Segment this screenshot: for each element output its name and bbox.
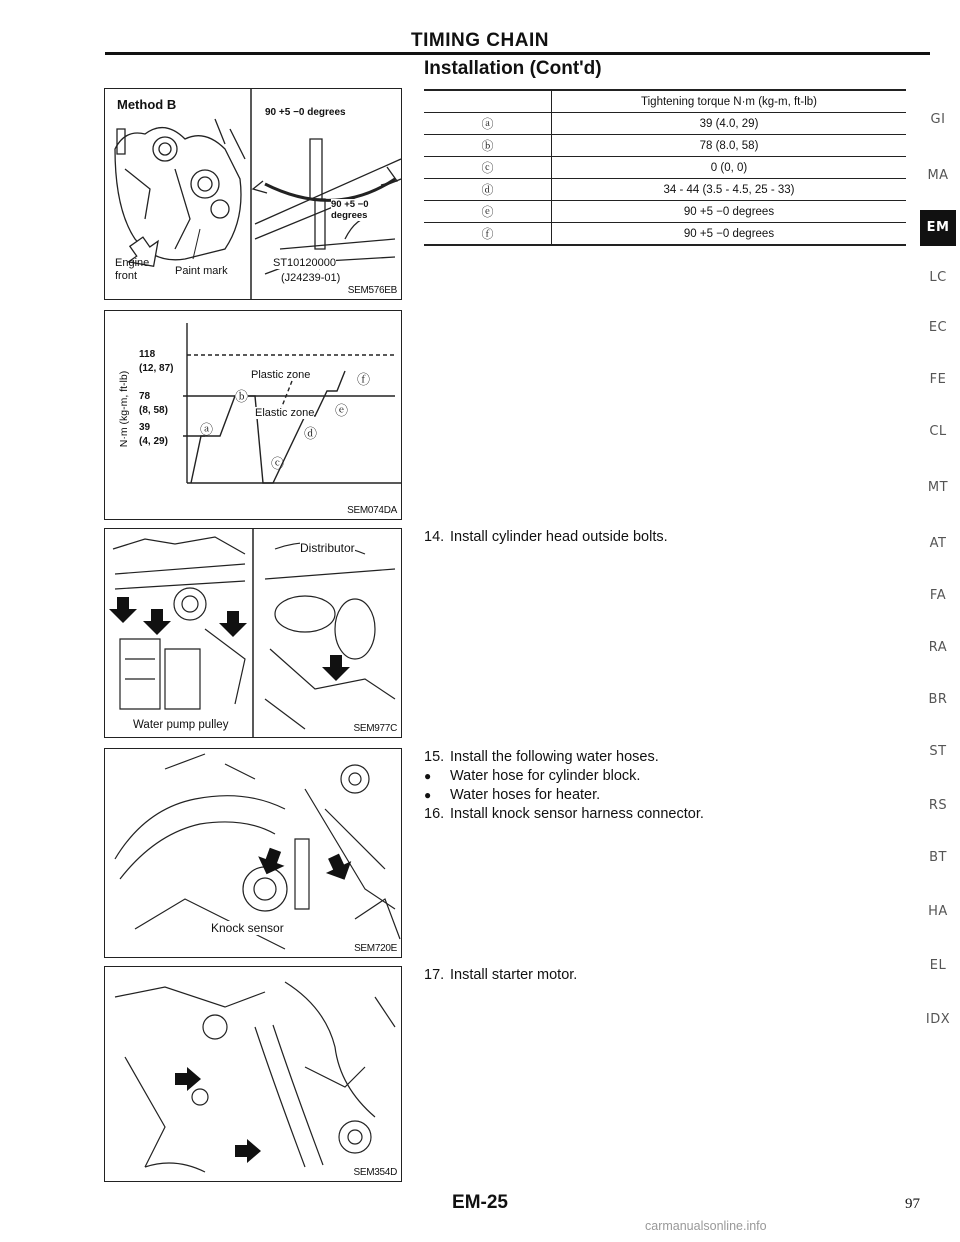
table-mark: ⓔ (424, 201, 552, 223)
step-number: 17. (424, 967, 445, 983)
table-row (424, 157, 906, 179)
sidebar-tab-rs[interactable]: RS (928, 798, 948, 813)
table-mark: ⓒ (424, 157, 552, 179)
figure-code: SEM977C (353, 723, 397, 734)
step-number: 15. (424, 749, 445, 765)
sidebar-tab-st[interactable]: ST (929, 744, 947, 759)
figure-knock-sensor (104, 748, 402, 958)
sidebar-tab-fe[interactable]: FE (929, 372, 947, 387)
figure-code: SEM354D (353, 1167, 397, 1178)
table-row (424, 179, 906, 201)
figure-code: SEM576EB (347, 285, 397, 296)
marker-d: ⓓ (304, 427, 318, 442)
step-text: Install cylinder head outside bolts. (450, 529, 668, 545)
table-row (424, 201, 906, 223)
torque-graph-ylabel: N·m (kg-m, ft-lb) (118, 370, 130, 448)
step-16 (424, 805, 704, 825)
figure-code: SEM720E (354, 943, 397, 954)
page-code: EM-25 (452, 1192, 508, 1213)
step-15 (424, 748, 659, 768)
sidebar-tab-at[interactable]: AT (929, 536, 947, 551)
marker-c: ⓒ (271, 457, 285, 472)
sidebar-tab-ha[interactable]: HA (928, 904, 948, 919)
paint-mark-label: Paint mark (175, 265, 228, 277)
tool-alt-label: (J24239-01) (281, 272, 341, 284)
bullet-icon: ● (424, 788, 432, 802)
bullet-item (424, 786, 600, 806)
bullet-text: Water hose for cylinder block. (450, 768, 641, 784)
sidebar-tab-el[interactable]: EL (929, 958, 947, 973)
table-value: 0 (0, 0) (552, 157, 907, 179)
elastic-zone-label: Elastic zone (255, 407, 315, 419)
sidebar-tab-bt[interactable]: BT (929, 850, 947, 865)
water-pump-pulley-label: Water pump pulley (133, 719, 229, 731)
distributor-label: Distributor (300, 541, 355, 555)
table-mark: ⓐ (424, 113, 552, 135)
figure-code: SEM074DA (347, 505, 397, 516)
angle-label-inner: 90 +5 −0 degrees (331, 199, 397, 221)
table-row (424, 113, 906, 135)
table-value: 78 (8.0, 58) (552, 135, 907, 157)
section-title: TIMING CHAIN (411, 30, 549, 51)
step-number: 16. (424, 806, 445, 822)
header-rule (105, 52, 930, 55)
angle-label-top: 90 +5 −0 degrees (265, 107, 346, 118)
table-mark: ⓓ (424, 179, 552, 201)
y-tick-118: 118 (139, 349, 156, 360)
sidebar-tab-fa[interactable]: FA (929, 588, 947, 603)
figure-method-b (104, 88, 402, 300)
table-header-row (424, 90, 906, 113)
sidebar-tab-idx[interactable]: IDX (925, 1012, 951, 1027)
table-mark: ⓕ (424, 223, 552, 246)
sidebar-tab-gi[interactable]: GI (930, 112, 946, 127)
y-tick-78-sub: (8, 58) (139, 405, 168, 416)
y-tick-39: 39 (139, 422, 151, 433)
section-subtitle: Installation (Cont'd) (424, 58, 602, 79)
table-value: 34 - 44 (3.5 - 4.5, 25 - 33) (552, 179, 907, 201)
marker-a: ⓐ (200, 423, 214, 438)
watermark: carmanualsonline.info (645, 1219, 767, 1233)
torque-table (424, 89, 906, 246)
tool-code-label: ST10120000 (273, 257, 336, 269)
table-row (424, 135, 906, 157)
sidebar-tab-br[interactable]: BR (928, 692, 948, 707)
step-14 (424, 528, 668, 548)
step-text: Install the following water hoses. (450, 749, 659, 765)
sidebar-tab-em[interactable]: EM (920, 210, 956, 246)
step-text: Install knock sensor harness connector. (450, 806, 704, 822)
sidebar-tab-lc[interactable]: LC (929, 270, 947, 285)
marker-f: ⓕ (357, 373, 371, 388)
distributor-illustration (105, 529, 401, 737)
bullet-text: Water hoses for heater. (450, 787, 601, 803)
y-tick-118-sub: (12, 87) (139, 363, 174, 374)
bullet-item (424, 767, 640, 787)
marker-b: ⓑ (235, 386, 248, 405)
figure-distributor (104, 528, 402, 738)
sidebar-tab-mt[interactable]: MT (927, 480, 949, 495)
table-header: Tightening torque N·m (kg-m, ft-lb) (552, 90, 907, 113)
y-tick-78: 78 (139, 391, 151, 402)
marker-e: ⓔ (335, 404, 349, 419)
sidebar-tab-ec[interactable]: EC (928, 320, 948, 335)
figure-torque-graph (104, 310, 402, 520)
step-text: Install starter motor. (450, 967, 578, 983)
table-row (424, 223, 906, 246)
engine-front-label: Engine front (115, 257, 150, 282)
sidebar-tab-ra[interactable]: RA (928, 640, 948, 655)
step-number: 14. (424, 529, 445, 545)
y-tick-39-sub: (4, 29) (139, 436, 168, 447)
bullet-icon: ● (424, 769, 432, 783)
figure-starter (104, 966, 402, 1182)
sidebar-tab-ma[interactable]: MA (927, 168, 949, 183)
plastic-zone-label: Plastic zone (251, 369, 311, 381)
sidebar-tab-cl[interactable]: CL (929, 424, 947, 439)
starter-illustration (105, 967, 401, 1181)
table-value: 90 +5 −0 degrees (552, 223, 907, 246)
table-value: 39 (4.0, 29) (552, 113, 907, 135)
page-number: 97 (905, 1196, 920, 1212)
table-mark: ⓑ (424, 135, 552, 157)
method-label: Method B (117, 97, 177, 112)
table-value: 90 +5 −0 degrees (552, 201, 907, 223)
step-17 (424, 966, 577, 986)
knock-sensor-label: Knock sensor (211, 921, 284, 935)
table-cell (424, 90, 552, 113)
